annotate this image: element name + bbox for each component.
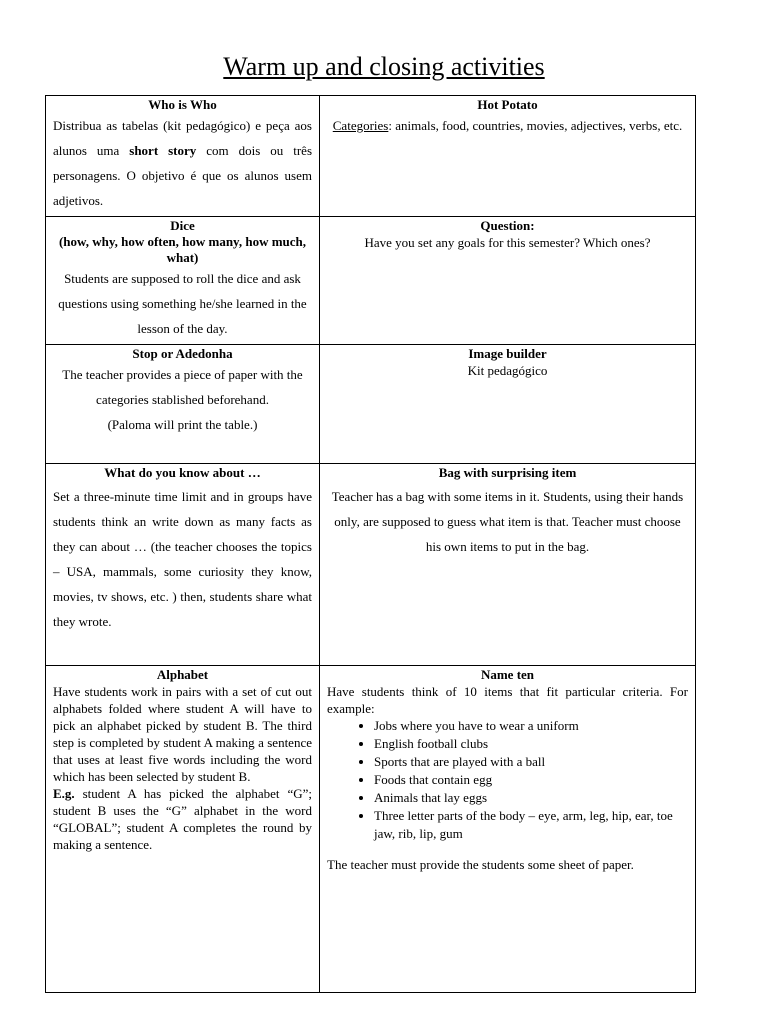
cell-heading: Question: <box>480 218 535 233</box>
cell-question <box>320 217 696 345</box>
table-row <box>46 345 696 464</box>
cell-dice <box>46 217 320 345</box>
cell-hot-potato <box>320 96 696 217</box>
cell-what-do-you-know <box>46 464 320 666</box>
cell-text: Have students work in pairs with a set of cut out alphabets folded where student A will have to pick an alphabet picked by student B. The third step is completed by student A making a sentence that uses at least five words including the word which has been selected by student B. <box>53 684 312 784</box>
cell-text: Have you set any goals for this semester? Which ones? <box>364 235 651 250</box>
cell-heading: Who is Who <box>148 97 217 112</box>
categories-label: Categories <box>332 118 389 133</box>
cell-text <box>53 113 312 213</box>
table-row <box>46 666 696 993</box>
cell-who-is-who <box>46 96 320 217</box>
list-item: • Three letter parts of the body – eye, arm, leg, hip, ear, toe jaw, rib, lip, gum <box>374 807 688 843</box>
cell-text <box>327 113 688 138</box>
list-item: • Sports that are played with a ball <box>374 753 688 771</box>
cell-heading: Alphabet <box>156 667 209 682</box>
cell-heading: Image builder <box>468 346 547 361</box>
cell-name-ten <box>320 666 696 993</box>
page-title: Warm up and closing activities <box>223 52 545 81</box>
cell-intro: Have students think of 10 items that fit particular criteria. For example: <box>327 684 688 716</box>
cell-heading: Stop or Adedonha <box>132 346 233 361</box>
cell-subheading: (how, why, how often, how many, how much, what) <box>58 234 307 265</box>
cell-alphabet <box>46 666 320 993</box>
table-row <box>46 96 696 217</box>
cell-text: Set a three-minute time limit and in groups have students think an write down as many facts as they can about … (the teacher chooses the topics – USA, mammals, some curiosity they know, movies, tv shows, etc. ) then, students share what they wrote. <box>53 489 312 629</box>
text-part: student A has picked the alphabet “G”; student B uses the “G” alphabet in the word “GLOBAL”; student A completes the round by making a sentence. <box>53 786 312 852</box>
cell-text: The teacher provides a piece of paper with the categories stablished beforehand. <box>62 367 303 407</box>
cell-heading: Bag with surprising item <box>438 465 577 480</box>
cell-closing: The teacher must provide the students some sheet of paper. <box>327 857 634 872</box>
list-item: • English football clubs <box>374 735 688 753</box>
bold-text: short story <box>129 143 197 158</box>
text-part: Distribua as tabelas (kit pedagógico) e peça aos alunos uma <box>53 118 312 158</box>
cell-text: Kit pedagógico <box>467 363 548 378</box>
cell-heading: Name ten <box>480 667 535 682</box>
activities-table <box>45 95 696 993</box>
list-item: • Jobs where you have to wear a uniform <box>374 717 688 735</box>
cell-text: Students are supposed to roll the dice and ask questions using something he/she learned in the lesson of the day. <box>58 271 307 336</box>
table-row <box>46 217 696 345</box>
table-row <box>46 464 696 666</box>
criteria-list <box>327 717 688 843</box>
cell-bag-with-surprising-item <box>320 464 696 666</box>
cell-image-builder <box>320 345 696 464</box>
text-part: : animals, food, countries, movies, adjectives, verbs, etc. <box>388 118 683 133</box>
cell-stop-or-adedonha <box>46 345 320 464</box>
list-item: • Animals that lay eggs <box>374 789 688 807</box>
cell-example <box>53 785 312 853</box>
list-item: • Foods that contain egg <box>374 771 688 789</box>
text-part: com dois ou três personagens. O objetivo é que os alunos usem adjetivos. <box>53 143 313 208</box>
cell-text: Teacher has a bag with some items in it. Students, using their hands only, are supposed to guess what item is that. Teacher must choose his own items to put in the bag. <box>331 489 684 554</box>
cell-heading: Hot Potato <box>477 97 538 112</box>
eg-label: E.g. <box>53 786 75 801</box>
cell-heading: What do you know about … <box>104 465 261 480</box>
cell-heading: Dice <box>170 218 195 233</box>
cell-note: (Paloma will print the table.) <box>107 417 258 432</box>
